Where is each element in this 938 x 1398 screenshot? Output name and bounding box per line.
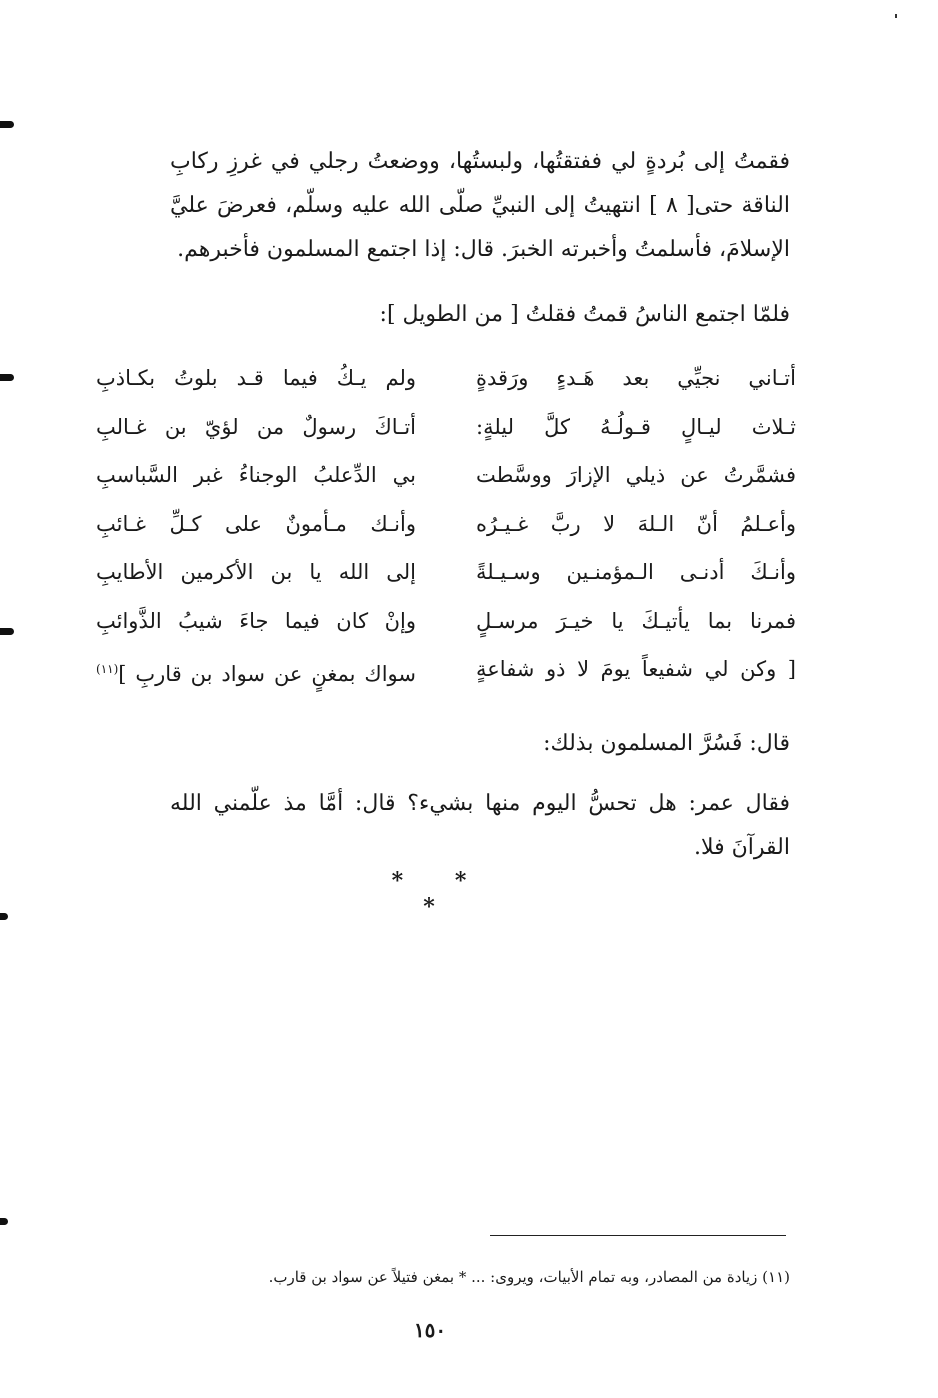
verse-text: سواك بمغنٍ عن سواد بن قاربِ ] xyxy=(118,662,416,686)
paragraph-1: فقمتُ إلى بُردةٍ لي ففتقتُها، ولبستُها، ووضعتُ رجلي في غرزِ ركابِ الناقة حتى[ ٨ ] انتهيتُ إلى النبيِّ صلّى الله عليه وسلّم، فعرضَ عليَّ الإسلامَ، فأسلمتُ وأخبرته الخبرَ. قال: إذا اجتمع المسلمون فأخبرهم. xyxy=(170,149,790,262)
footnote-divider xyxy=(490,1235,786,1236)
verse-second-hemistich-with-note xyxy=(96,649,416,694)
binding-mark xyxy=(0,913,8,920)
binding-mark xyxy=(0,628,14,635)
footnote: (١١) زيادة من المصادر، وبه تمام الأبيات، ويروى: ... * بمغن فتيلاً عن سواد بن قارب. xyxy=(268,1268,790,1286)
poem-verse xyxy=(96,601,796,650)
section-separator: * * * xyxy=(391,868,489,920)
binding-mark xyxy=(0,121,14,128)
verse-second-hemistich: إلى الله يا بن الأكرمين الأطايبِ xyxy=(96,560,416,584)
verse-first-hemistich: فمرنا بما يأتيـكَ يا خيـرَ مرسـلٍ xyxy=(476,608,796,633)
paragraph-3: قال: فَسُرَّ المسلمون بذلك: xyxy=(543,731,790,756)
verse-first-hemistich: وأعـلمُ أنّ الـلهَ لا ربَّ غـيـرُه xyxy=(476,511,796,536)
verse-first-hemistich: وأنـكَ أدنـى الـمؤمنـين وسـيـلةً xyxy=(476,560,796,584)
poem-verse xyxy=(96,504,796,553)
page-number: ١٥٠ xyxy=(413,1318,447,1342)
paragraph-2: فلمّا اجتمع الناسُ قمتُ فقلتُ [ من الطويل ]: xyxy=(379,302,790,327)
verse-first-hemistich: [ وكن لي شفيعاً يومَ لا ذو شفاعةٍ xyxy=(476,657,796,681)
verse-second-hemistich: ولم يـكُ فيما قـد بلوتُ بكـاذبِ xyxy=(96,366,416,390)
poem-verse xyxy=(96,358,796,407)
poem-verse xyxy=(96,407,796,456)
verse-second-hemistich: وأنـك مـأمونٌ على كـلِّ غـائبِ xyxy=(96,511,416,536)
paragraph-4: فقال عمر: هل تحسُّ اليوم منها بشيء؟ قال: أمَّا مذ علّمني الله القرآنَ فلا. xyxy=(170,791,790,860)
verse-second-hemistich: أتـاكَ رسولٌ من لؤيّ بن غـالبِ xyxy=(96,414,416,439)
scan-speck xyxy=(895,14,897,18)
verse-first-hemistich: ثـلاث ليـالٍ قـولُـهُ كلَّ ليلةٍ: xyxy=(476,414,796,439)
verse-first-hemistich: فشمَّرتُ عن ذيلي الإزارَ ووسَّطت xyxy=(476,463,796,487)
poem-verse xyxy=(96,455,796,504)
verse-first-hemistich: أتـاني نجيِّي بعد هَـدءٍ ورَقدةٍ xyxy=(476,366,796,390)
binding-mark xyxy=(0,1218,8,1225)
footnote-reference: (١١) xyxy=(96,662,119,676)
verse-second-hemistich: بي الدِّعلبُ الوجناءُ غبر السَّباسبِ xyxy=(96,463,416,487)
poem xyxy=(96,358,796,698)
verse-second-hemistich: وإنْ كان فيما جاءَ شيبُ الذَّوائبِ xyxy=(96,608,416,633)
poem-verse xyxy=(96,552,796,601)
binding-mark xyxy=(0,374,14,381)
poem-verse xyxy=(96,649,796,698)
